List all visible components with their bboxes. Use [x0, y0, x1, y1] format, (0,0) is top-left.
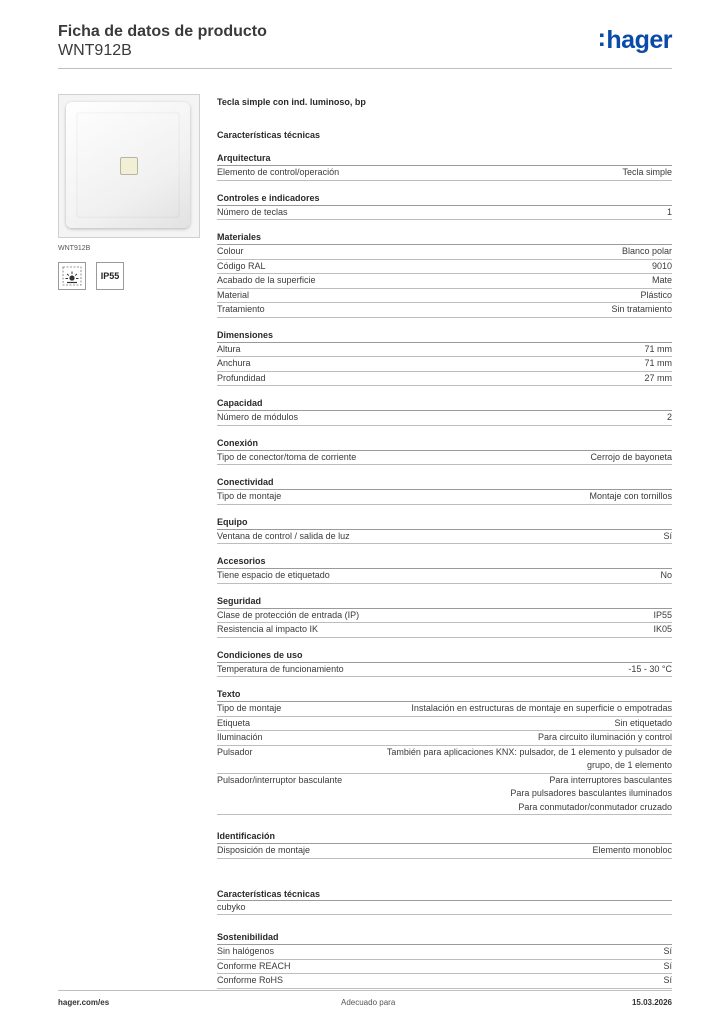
spec-value: Sí [663, 975, 672, 985]
footer-website: hager.com/es [58, 998, 110, 1007]
spec-label: Sin halógenos [217, 946, 275, 956]
spec-value: Mate [651, 275, 672, 285]
spec-value: Para interruptores basculantes Para pulsadores basculantes iluminados Para conmutador/conmutador cruzado [510, 774, 672, 812]
spec-label: Anchura [217, 358, 251, 368]
spec-label: Número de módulos [217, 412, 299, 422]
extra-characteristics-title: Características técnicas [217, 888, 321, 899]
spec-label: Tipo de montaje [217, 703, 282, 713]
spec-value: IK05 [653, 624, 672, 634]
spec-section [217, 230, 672, 318]
spec-section [217, 594, 672, 638]
spec-row [217, 490, 672, 505]
spec-value: Sin etiquetado [614, 717, 672, 728]
header-divider [58, 68, 672, 69]
spec-label: Resistencia al impacto IK [217, 624, 319, 634]
section-title: Texto [217, 687, 672, 702]
brand-logo-text: hager [606, 26, 672, 54]
product-name: Tecla simple con ind. luminoso, bp [217, 97, 366, 107]
spec-row [217, 774, 672, 816]
section-title: Seguridad [217, 594, 672, 609]
extra-characteristics-row [217, 900, 672, 916]
spec-value: Cerrojo de bayoneta [590, 451, 672, 462]
footer-suitability: Adecuado para [341, 998, 396, 1007]
spec-row [217, 303, 672, 318]
spec-label: Tipo de montaje [217, 491, 282, 501]
brand-logo: :hager [597, 24, 672, 54]
spec-value: -15 - 30 °C [628, 663, 672, 674]
spec-row [217, 569, 672, 584]
spec-label: Pulsador/interruptor basculante [217, 774, 343, 785]
spec-section [217, 515, 672, 545]
spec-row [217, 974, 672, 989]
section-title: Conexión [217, 436, 672, 451]
spec-row [217, 623, 672, 638]
section-title: Accesorios [217, 554, 672, 569]
spec-section [217, 648, 672, 678]
spec-value: 71 mm [644, 343, 672, 354]
spec-value: Elemento monobloc [592, 845, 672, 855]
spec-value: 2 [666, 412, 672, 422]
spec-label: Iluminación [217, 732, 263, 742]
spec-row [217, 731, 672, 746]
spec-row [217, 609, 672, 624]
extra-characteristics-value: cubyko [217, 901, 246, 912]
spec-row [217, 357, 672, 372]
spec-section [217, 554, 672, 584]
spec-value: Sí [663, 960, 672, 971]
spec-label: Disposición de montaje [217, 845, 311, 855]
footer-divider [58, 990, 672, 991]
technical-characteristics-title: Características técnicas [217, 130, 321, 140]
spec-row [217, 945, 672, 960]
product-code: WNT912B [58, 42, 132, 59]
section-title: Controles e indicadores [217, 191, 672, 206]
spec-label: Tratamiento [217, 304, 265, 314]
spec-content [217, 96, 672, 989]
ip-rating-pictogram [96, 262, 124, 290]
image-caption: WNT912B [58, 245, 91, 252]
section-title: Arquitectura [217, 151, 672, 166]
spec-section [217, 436, 672, 466]
spec-value: También para aplicaciones KNX: pulsador, de 1 elemento y pulsador de grupo, de 1 elemento [386, 746, 672, 770]
spec-label: Clase de protección de entrada (IP) [217, 609, 360, 620]
spec-value: Sí [663, 530, 672, 541]
spec-section [217, 829, 672, 859]
section-title: Condiciones de uso [217, 648, 672, 663]
spec-value: 1 [666, 206, 672, 217]
spec-label: Ventana de control / salida de luz [217, 530, 350, 541]
spec-section [217, 151, 672, 181]
spec-label: Conforme RoHS [217, 975, 284, 985]
spec-row [217, 372, 672, 387]
spec-value: 27 mm [644, 372, 672, 383]
spec-row [217, 844, 672, 859]
spec-value: 9010 [651, 260, 672, 271]
spec-row [217, 274, 672, 289]
section-title: Dimensiones [217, 328, 672, 343]
section-title: Sostenibilidad [217, 930, 672, 945]
section-title: Materiales [217, 230, 672, 245]
spec-row [217, 663, 672, 678]
spec-section [217, 396, 672, 426]
lamp-icon [62, 266, 82, 286]
spec-row [217, 343, 672, 358]
spec-label: Altura [217, 343, 241, 354]
spec-label: Código RAL [217, 260, 266, 271]
spec-value: Sí [663, 946, 672, 956]
spec-label: Acabado de la superficie [217, 275, 316, 285]
spec-row [217, 260, 672, 275]
spec-label: Material [217, 289, 250, 300]
spec-label: Profundidad [217, 372, 266, 383]
spec-row [217, 746, 672, 774]
spec-section [217, 930, 672, 989]
spec-row [217, 717, 672, 732]
spec-label: Pulsador [217, 746, 253, 757]
spec-value: 71 mm [644, 358, 672, 368]
section-title: Equipo [217, 515, 672, 530]
page-title: Ficha de datos de producto [58, 23, 267, 40]
spec-label: Temperatura de funcionamiento [217, 663, 344, 674]
indicator-window [120, 157, 138, 175]
spec-row [217, 206, 672, 221]
spec-row [217, 289, 672, 304]
spec-section [217, 328, 672, 387]
switch-rocker [76, 112, 180, 218]
spec-value: Blanco polar [621, 246, 672, 256]
section-title: Capacidad [217, 396, 672, 411]
footer-date: 15.03.2026 [631, 998, 672, 1007]
section-title: Conectividad [217, 475, 672, 490]
spec-label: Conforme REACH [217, 960, 291, 971]
spec-value: Instalación en estructuras de montaje en superficie o empotradas [411, 703, 672, 713]
spec-row [217, 960, 672, 975]
spec-row [217, 702, 672, 717]
spec-label: Tiene espacio de etiquetado [217, 570, 330, 580]
spec-section [217, 191, 672, 221]
ip-rating-label: IP55 [100, 271, 120, 281]
sustainability-section [217, 930, 672, 989]
spec-label: Elemento de control/operación [217, 167, 340, 177]
spec-value: Plástico [640, 289, 672, 300]
product-image [58, 94, 200, 238]
spec-value: No [660, 570, 672, 580]
spec-section [217, 687, 672, 815]
spec-label: Número de teclas [217, 206, 288, 217]
spec-row [217, 530, 672, 545]
spec-label: Tipo de conector/toma de corriente [217, 451, 357, 462]
spec-value: Montaje con tornillos [589, 491, 672, 501]
spec-row [217, 245, 672, 260]
spec-row [217, 166, 672, 181]
spec-label: Etiqueta [217, 717, 251, 728]
switch-plate [66, 102, 190, 228]
section-title: Identificación [217, 829, 672, 844]
spec-section [217, 475, 672, 505]
spec-value: Para circuito iluminación y control [537, 732, 672, 742]
page-header [58, 22, 267, 60]
spec-sections [217, 151, 672, 859]
spec-value: Sin tratamiento [611, 304, 672, 314]
light-indicator-pictogram [58, 262, 86, 290]
spec-label: Colour [217, 246, 244, 256]
spec-value: IP55 [653, 609, 672, 620]
spec-row [217, 451, 672, 466]
spec-value: Tecla simple [622, 167, 672, 177]
spec-row [217, 411, 672, 426]
